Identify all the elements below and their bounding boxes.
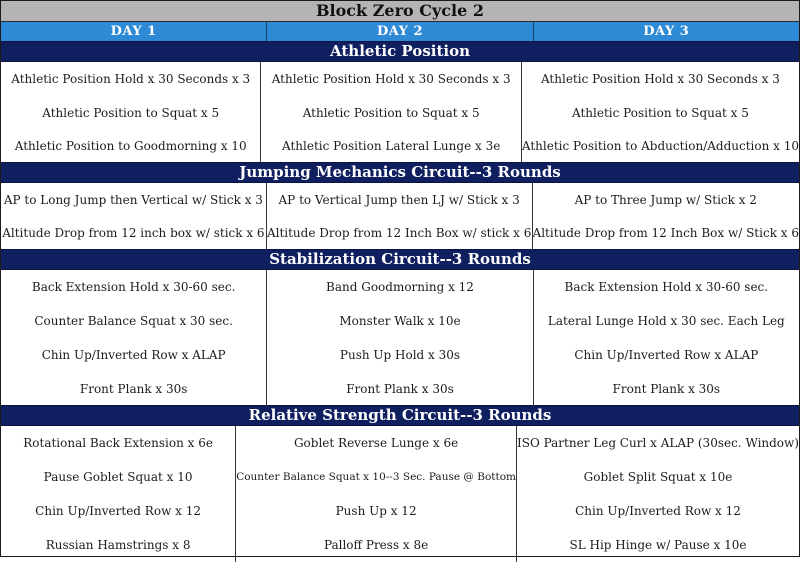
day-header-row bbox=[1, 22, 799, 41]
exercise-cell: Goblet Reverse Lunge x 6e bbox=[293, 436, 459, 450]
exercise-cell: AP to Long Jump then Vertical w/ Stick x 3 bbox=[3, 193, 263, 207]
exercise-cell: Athletic Position Hold x 30 Seconds x 3 bbox=[11, 72, 251, 86]
day-2-column bbox=[236, 426, 517, 562]
exercise-cell: Front Plank x 30s bbox=[612, 381, 721, 396]
section-block-relative-strength bbox=[1, 426, 799, 562]
day-3-column bbox=[534, 270, 799, 405]
exercise-cell: Monster Walk x 10e bbox=[339, 314, 461, 328]
exercise-cell: Palloff Press x 8e bbox=[323, 538, 429, 552]
exercise-cell: Counter Balance Squat x 10--3 Sec. Pause @ Bottom bbox=[236, 471, 516, 483]
exercise-cell: Chin Up/Inverted Row x ALAP bbox=[574, 348, 759, 362]
exercise-cell: Back Extension Hold x 30-60 sec. bbox=[564, 280, 769, 294]
day-3-column bbox=[517, 426, 799, 562]
day-2-column bbox=[261, 62, 521, 162]
exercise-cell: Back Extension Hold x 30-60 sec. bbox=[31, 280, 236, 294]
section-header-stabilization: Stabilization Circuit--3 Rounds bbox=[1, 249, 799, 270]
exercise-cell: Athletic Position to Squat x 5 bbox=[42, 106, 220, 120]
day-3-column bbox=[533, 183, 799, 249]
exercise-cell: Push Up Hold x 30s bbox=[339, 348, 461, 362]
day-1-column bbox=[1, 270, 267, 405]
exercise-cell: Push Up x 12 bbox=[335, 504, 417, 518]
day-1-column bbox=[1, 426, 236, 562]
exercise-cell: Altitude Drop from 12 inch box w/ stick x 6 bbox=[2, 226, 265, 240]
exercise-cell: Front Plank x 30s bbox=[346, 381, 454, 396]
exercise-cell: Pause Goblet Squat x 10 bbox=[43, 470, 193, 484]
exercise-cell: Athletic Position to Squat x 5 bbox=[302, 106, 480, 120]
exercise-cell: Athletic Position Hold x 30 Seconds x 3 bbox=[271, 72, 511, 86]
day-2-column bbox=[267, 270, 533, 405]
exercise-cell: Goblet Split Squat x 10e bbox=[583, 470, 733, 484]
section-block-jumping-mechanics bbox=[1, 183, 799, 249]
section-block-athletic-position bbox=[1, 62, 799, 162]
exercise-cell: Athletic Position to Squat x 5 bbox=[572, 106, 749, 120]
section-block-stabilization bbox=[1, 270, 799, 405]
exercise-cell: SL Hip Hinge w/ Pause x 10e bbox=[569, 538, 747, 552]
exercise-cell: ISO Partner Leg Curl x ALAP (30sec. Window) bbox=[517, 436, 799, 450]
exercise-cell: Altitude Drop from 12 Inch Box w/ stick x 6 bbox=[266, 226, 532, 240]
exercise-cell: Lateral Lunge Hold x 30 sec. Each Leg bbox=[547, 314, 785, 328]
exercise-cell: AP to Vertical Jump then LJ w/ Stick x 3 bbox=[278, 193, 520, 207]
day-3-column bbox=[522, 62, 799, 162]
exercise-cell: Rotational Back Extension x 6e bbox=[23, 436, 213, 450]
day-3-header: DAY 3 bbox=[534, 22, 799, 41]
day-1-column bbox=[1, 62, 261, 162]
exercise-cell: Chin Up/Inverted Row x 12 bbox=[35, 504, 202, 518]
exercise-cell: AP to Three Jump w/ Stick x 2 bbox=[574, 193, 757, 207]
exercise-cell: Athletic Position to Goodmorning x 10 bbox=[14, 139, 247, 153]
exercise-cell: Chin Up/Inverted Row x 12 bbox=[575, 504, 741, 518]
exercise-cell: Athletic Position Lateral Lunge x 3e bbox=[282, 139, 501, 153]
exercise-cell: Athletic Position Hold x 30 Seconds x 3 bbox=[540, 72, 780, 86]
exercise-cell: Front Plank x 30s bbox=[79, 381, 188, 396]
exercise-cell: Athletic Position to Abduction/Adduction x 10 bbox=[521, 139, 800, 153]
section-header-relative-strength: Relative Strength Circuit--3 Rounds bbox=[1, 405, 799, 426]
exercise-cell: Altitude Drop from 12 Inch Box w/ Stick x 6 bbox=[532, 226, 799, 240]
exercise-cell: Russian Hamstrings x 8 bbox=[45, 538, 191, 552]
exercise-cell: Counter Balance Squat x 30 sec. bbox=[34, 314, 233, 328]
day-1-column bbox=[1, 183, 267, 249]
day-2-column bbox=[267, 183, 533, 249]
section-header-athletic-position: Athletic Position bbox=[1, 41, 799, 62]
exercise-cell: Band Goodmorning x 12 bbox=[326, 280, 474, 294]
day-1-header: DAY 1 bbox=[1, 22, 267, 41]
section-header-jumping-mechanics: Jumping Mechanics Circuit--3 Rounds bbox=[1, 162, 799, 183]
day-2-header: DAY 2 bbox=[267, 22, 533, 41]
exercise-cell: Chin Up/Inverted Row x ALAP bbox=[41, 348, 226, 362]
sheet-title: Block Zero Cycle 2 bbox=[1, 1, 799, 22]
